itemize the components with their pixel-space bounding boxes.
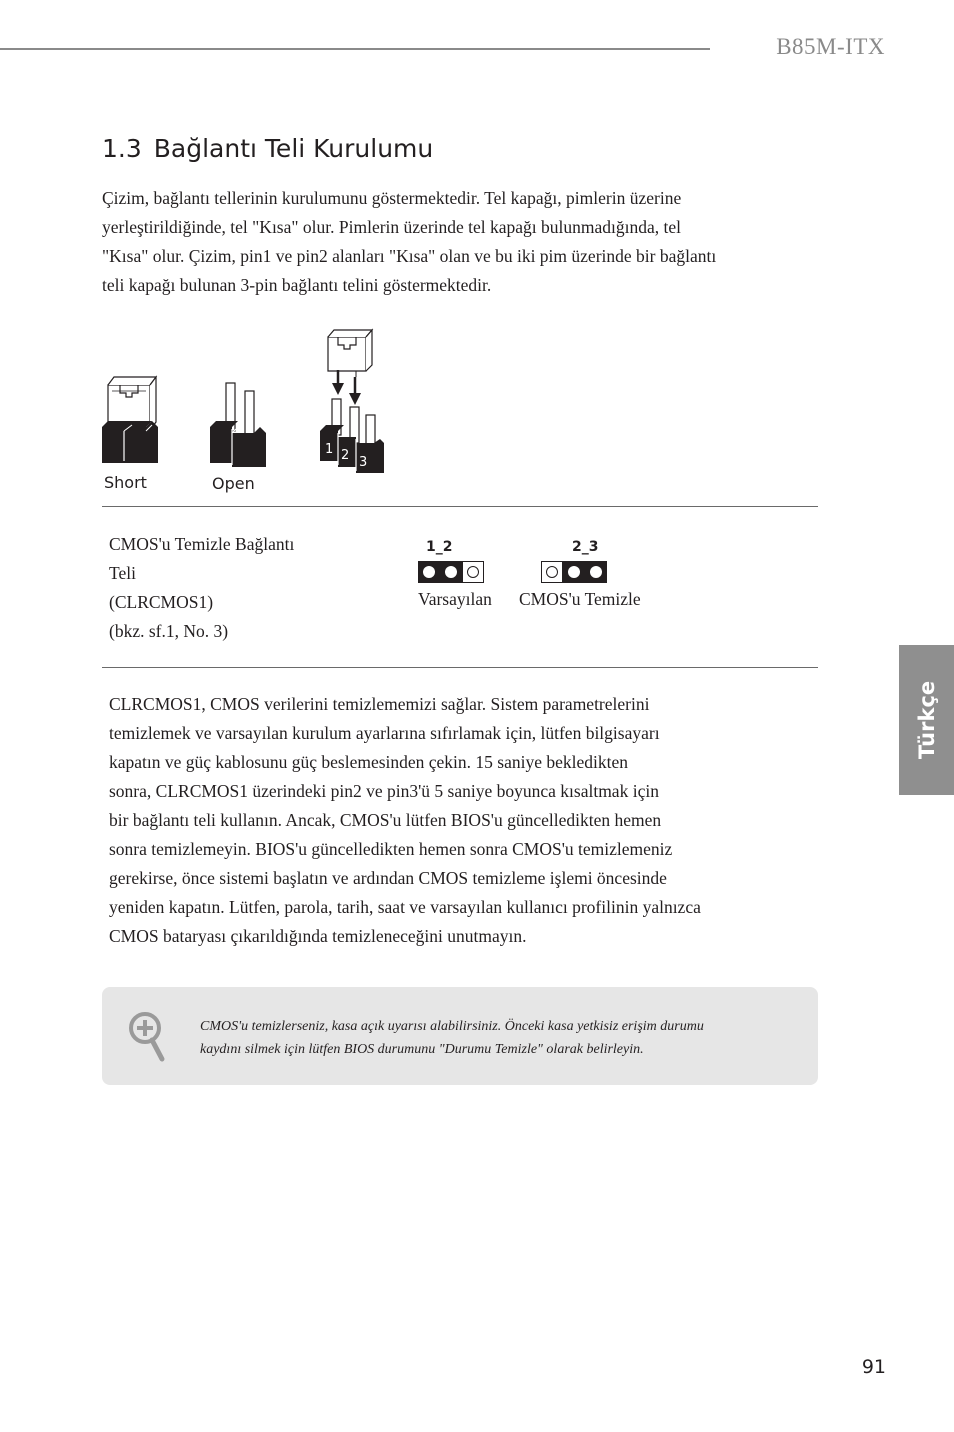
intro-line: "Kısa" olur. Çizim, pin1 ve pin2 alanları "Kısa" olan ve bu iki pim üzerinde bir bağlantı bbox=[102, 246, 717, 266]
body-line: CMOS bataryası çıkarıldığında temizleneceğini unutmayın. bbox=[109, 926, 527, 946]
jumper-name-line: CMOS'u Temizle Bağlantı bbox=[109, 534, 295, 554]
jumper-name bbox=[109, 530, 294, 646]
body-line: gerekirse, önce sistemi başlatın ve ardından CMOS temizleme işlemi öncesinde bbox=[109, 868, 667, 888]
short-jumper bbox=[102, 377, 158, 463]
pin-shorted bbox=[418, 561, 440, 583]
table-top-rule bbox=[102, 506, 818, 507]
clear-caption: CMOS'u Temizle bbox=[519, 589, 641, 609]
section-title-text: Bağlantı Teli Kurulumu bbox=[153, 134, 434, 163]
intro-paragraph bbox=[102, 184, 782, 300]
pin-shorted bbox=[440, 561, 462, 583]
header-rule bbox=[0, 48, 710, 50]
note-line: kaydını silmek için lütfen BIOS durumunu "Durumu Temizle" olarak belirleyin. bbox=[200, 1042, 644, 1057]
model-name: B85M-ITX bbox=[776, 34, 885, 59]
body-line: CLRCMOS1, CMOS verilerini temizlememizi sağlar. Sistem parametrelerini bbox=[109, 694, 650, 714]
language-side-tab bbox=[899, 645, 954, 795]
pin-number-2: 2 bbox=[341, 448, 350, 463]
body-line: temizlemek ve varsayılan kurulum ayarlarına sıfırlamak için, lütfen bilgisayarı bbox=[109, 723, 660, 743]
pin-open bbox=[462, 561, 484, 583]
default-pin-diagram bbox=[418, 561, 484, 583]
body-line: bir bağlantı teli kullanın. Ancak, CMOS'u lütfen BIOS'u güncelledikten hemen bbox=[109, 810, 662, 830]
pin-shorted bbox=[563, 561, 585, 583]
body-line: yeniden kapatın. Lütfen, parola, tarih, saat ve varsayılan kullanıcı profilinin yalnızca bbox=[109, 897, 701, 917]
jumper-drawing bbox=[98, 325, 398, 475]
jumper-name-line: (bkz. sf.1, No. 3) bbox=[109, 621, 229, 641]
short-label: Short bbox=[104, 473, 147, 492]
pin-open bbox=[541, 561, 563, 583]
body-line: kapatın ve güç kablosunu güç beslemesinden çekin. 15 saniye bekledikten bbox=[109, 752, 629, 772]
pin-shorted bbox=[585, 561, 607, 583]
intro-line: teli kapağı bulunan 3-pin bağlantı telini göstermektedir. bbox=[102, 275, 492, 295]
jumper-illustration bbox=[98, 325, 398, 500]
section-title bbox=[102, 134, 433, 163]
body-line: sonra temizlemeyin. BIOS'u güncelledikten hemen sonra CMOS'u temizlemeniz bbox=[109, 839, 673, 859]
pin-number-1: 1 bbox=[325, 442, 334, 457]
body-line: sonra, CLRCMOS1 üzerindeki pin2 ve pin3'ü 5 saniye boyunca kısaltmak için bbox=[109, 781, 659, 801]
open-label: Open bbox=[212, 474, 255, 493]
default-pin-label: 1_2 bbox=[426, 539, 453, 555]
jumper-name-line: (CLRCMOS1) bbox=[109, 592, 214, 612]
section-number: 1.3 bbox=[102, 134, 142, 163]
pin-number-3: 3 bbox=[359, 455, 368, 470]
clear-pin-diagram bbox=[541, 561, 607, 583]
note-box bbox=[102, 987, 818, 1085]
note-line: CMOS'u temizlerseniz, kasa açık uyarısı alabilirsiniz. Önceki kasa yetkisiz erişim durumu bbox=[200, 1019, 704, 1034]
page-number: 91 bbox=[861, 1356, 886, 1378]
table-bottom-rule bbox=[102, 667, 818, 668]
magnifier-plus-icon bbox=[126, 1009, 170, 1069]
default-caption: Varsayılan bbox=[418, 589, 492, 609]
intro-line: Çizim, bağlantı tellerinin kurulumunu göstermektedir. Tel kapağı, pimlerin üzerine bbox=[102, 188, 682, 208]
intro-line: yerleştirildiğinde, tel "Kısa" olur. Pimlerin üzerinde tel kapağı bulunmadığında, tel bbox=[102, 217, 682, 237]
jumper-name-line: Teli bbox=[109, 563, 136, 583]
description-paragraph bbox=[109, 690, 789, 951]
clear-pin-label: 2_3 bbox=[572, 539, 599, 555]
note-text bbox=[200, 1015, 790, 1061]
language-tab-label: Türkçe bbox=[914, 680, 939, 760]
open-jumper bbox=[210, 383, 266, 467]
